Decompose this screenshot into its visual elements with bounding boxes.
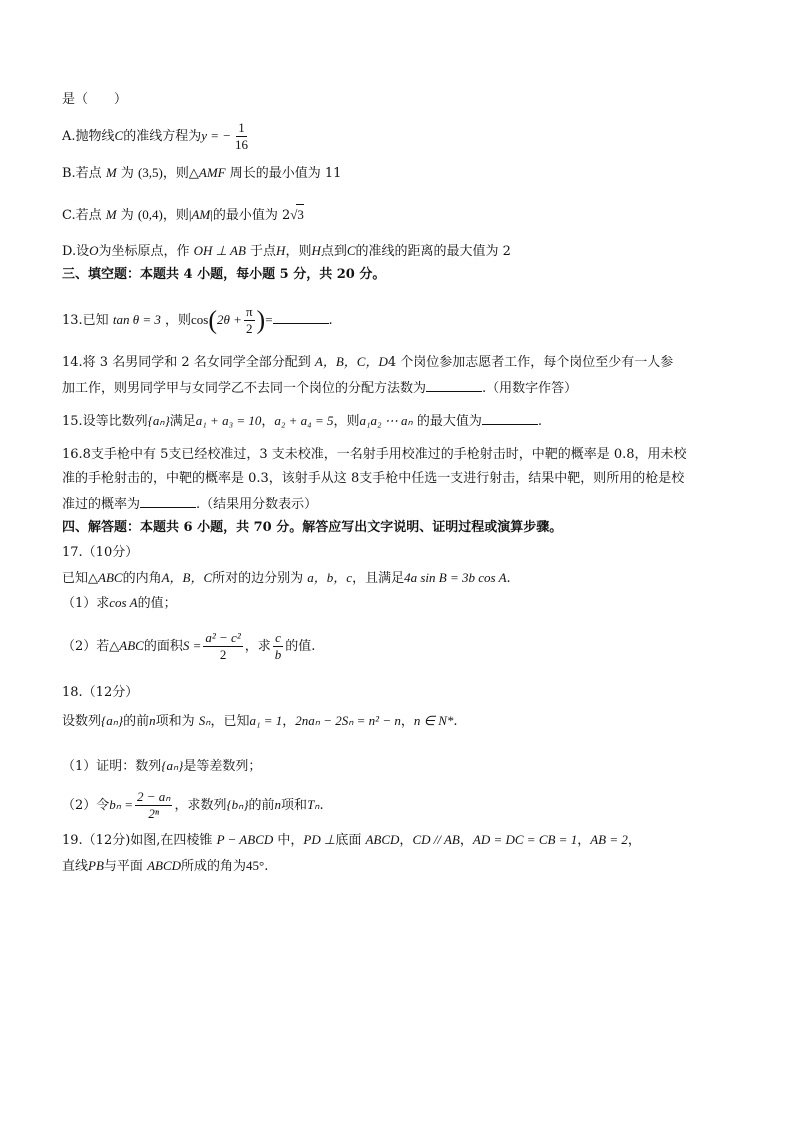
q12-option-d: D.设O为坐标原点，作 OH ⊥ AB 于点H，则H点到C的准线的距离的最大值为 2	[62, 243, 511, 259]
fraction: $\frac{c}{b}$	[274, 630, 282, 662]
q14-line-1: 14.将 3 名男同学和 2 名女同学全部分配到 A，B，C，D4 个岗位参加志愿者工作，每个岗位至少有一人参	[62, 354, 674, 370]
fraction: $\frac{\pi}{2}$	[245, 304, 253, 336]
section-3-heading: 三、填空题：本题共 4 小题，每小题 5 分，共 20 分。	[62, 267, 386, 282]
answer-blank[interactable]	[273, 309, 329, 324]
q18-heading: 18.（12分）	[62, 685, 139, 700]
q12-option-b: B.若点 M 为 (3,5)，则△AMF 周长的最小值为 11	[62, 165, 342, 181]
q17-part-2: （2）若△ABC的面积S = $\frac{\text{a² − c²}}{2}$ ，求 $\frac{c}{b}$ 的值.	[62, 630, 316, 662]
q12-option-c: C.若点 M 为 (0,4)，则|AM|的最小值为 2√3	[62, 204, 304, 226]
q18-part-2: （2）令bₙ = $\frac{\text{2 − aₙ}}{\text{2ⁿ}}$ ，求数列{bₙ}的前n项和Tₙ.	[62, 789, 324, 821]
answer-blank[interactable]	[140, 493, 196, 508]
q13: 13.已知 tan θ = 3 ，则cos(2θ + $\frac{\pi}{2}$ )= .	[62, 304, 333, 336]
section-4-heading: 四、解答题：本题共 6 小题，共 70 分。解答应写出文字说明、证明过程或演算步骤。	[62, 520, 563, 535]
q17-part-1: （1）求cos A的值；	[62, 595, 177, 611]
q17-heading: 17.（10分）	[62, 545, 139, 560]
answer-blank[interactable]	[482, 410, 538, 425]
q18-stem: 设数列{aₙ}的前n项和为 Sₙ，已知a₁ = 1，2naₙ − 2Sₙ = n² − n，n ∈ N*.	[62, 713, 458, 729]
q16-line-1: 16.8支手枪中有 5支已经校准过，3 支未校准，一名射手用校准过的手枪射击时，中靶的概率是 0.8，用未校	[62, 447, 687, 462]
q14-line-2: 加工作，则男同学甲与女同学乙不去同一个岗位的分配方法数为 .（用数字作答）	[62, 377, 577, 399]
q16-line-3: 准过的概率为 .（结果用分数表示）	[62, 493, 317, 515]
q15: 15.设等比数列{aₙ}满足a₁ + a₃ = 10，a₂ + a₄ = 5，则a₁a₂ ⋯ aₙ 的最大值为 .	[62, 410, 542, 432]
fraction: $\frac{1}{16}$	[235, 120, 249, 152]
sqrt-radicand: 3	[296, 204, 304, 225]
fraction: $\frac{\text{2 − aₙ}}{\text{2ⁿ}}$	[136, 789, 171, 821]
q12-lead: 是（ ）	[62, 92, 128, 107]
q12-option-a: A.抛物线C的准线方程为y = − $\frac{1}{16}$	[62, 120, 249, 152]
q17-stem: 已知△ABC的内角A，B，C所对的边分别为 a，b，c，且满足4a sin B = 3b cos A.	[62, 570, 511, 586]
answer-blank[interactable]	[426, 377, 482, 392]
q16-line-2: 准的手枪射击的，中靶的概率是 0.3，该射手从这 8支手枪中任选一支进行射击，结果中靶，则所用的枪是校	[62, 471, 685, 486]
fraction: $\frac{\text{a² − c²}}{2}$	[205, 630, 241, 662]
q18-part-1: （1）证明：数列{aₙ}是等差数列；	[62, 758, 262, 774]
q19-line-2: 直线PB与平面 ABCD所成的角为45°.	[62, 858, 269, 874]
q19-line-1: 19.（12分)如图,在四棱锥 P − ABCD 中，PD ⊥底面 ABCD，CD // AB，AD = DC = CB = 1，AB = 2，	[62, 832, 641, 848]
